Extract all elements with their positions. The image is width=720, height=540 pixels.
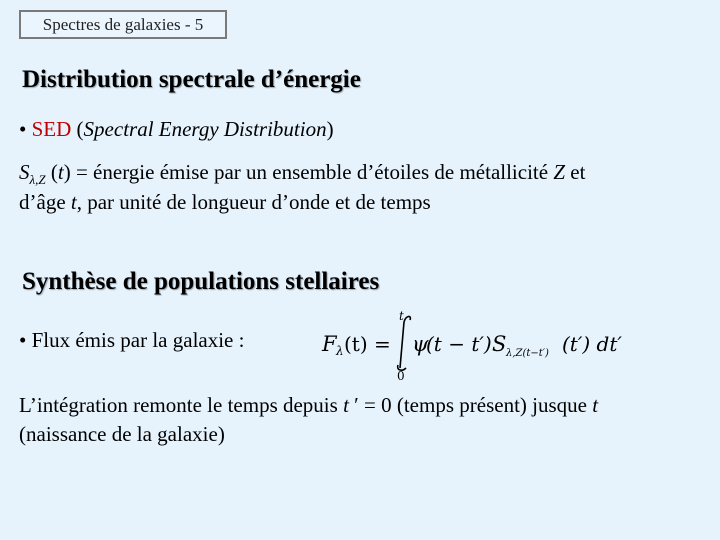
formula-F-sub: λ [336,344,344,358]
integral-upper: t [399,310,404,323]
s-symbol: S [19,160,30,184]
formula-lhs: (t) = [344,332,391,356]
integral-sign [398,316,411,370]
heading-synthesis: Synthèse de populations stellaires [22,268,380,295]
arg-open: ( [45,160,58,184]
sed-acronym: SED [31,117,72,141]
sed-expansion: Spectral Energy Distribution [83,117,327,141]
definition-line2-b: , par unité de longueur d’onde et de temps [76,190,431,214]
sed-close-paren: ) [326,117,334,141]
formula-psi-arg: (t − t′) [426,332,492,356]
bullet: • [19,117,27,141]
heading-sed: Distribution spectrale d’énergie [22,66,361,93]
definition-text-2: et [565,160,586,184]
prime-mark: ′ [348,393,365,417]
t-end-symbol: t [592,393,599,417]
slide-title: Spectres de galaxies - 5 [19,10,227,39]
arg-t: t [57,160,64,184]
flux-label: • Flux émis par la galaxie : [19,328,245,352]
definition-text-1: ) = énergie émise par un ensemble d’étoiles de métallicité [63,160,554,184]
sed-bullet-line [19,117,334,142]
integration-line-1 [19,393,598,418]
definition-line-1 [19,160,585,188]
formula-S-arg: (t′) dt′ [562,332,622,356]
sed-open-paren: ( [71,117,84,141]
formula-F: F [322,332,337,356]
formula-psi: ψ [412,332,429,356]
formula-S: S [492,332,507,356]
integration-text-a: L’intégration remonte le temps depuis [19,393,344,417]
t-symbol: t [70,190,77,214]
flux-formula [320,310,630,382]
integration-line-2: (naissance de la galaxie) [19,422,225,446]
integration-text-b: = 0 (temps présent) jusque [364,393,593,417]
integral-lower: 0 [397,369,405,382]
tprime-symbol: t [343,393,349,417]
definition-line2-a: d’âge [19,190,71,214]
s-subscript: λ,Z [29,172,46,187]
definition-line-2 [19,190,431,215]
z-symbol: Z [553,160,566,184]
formula-S-sub: λ,Z(t−t′) [506,348,549,359]
